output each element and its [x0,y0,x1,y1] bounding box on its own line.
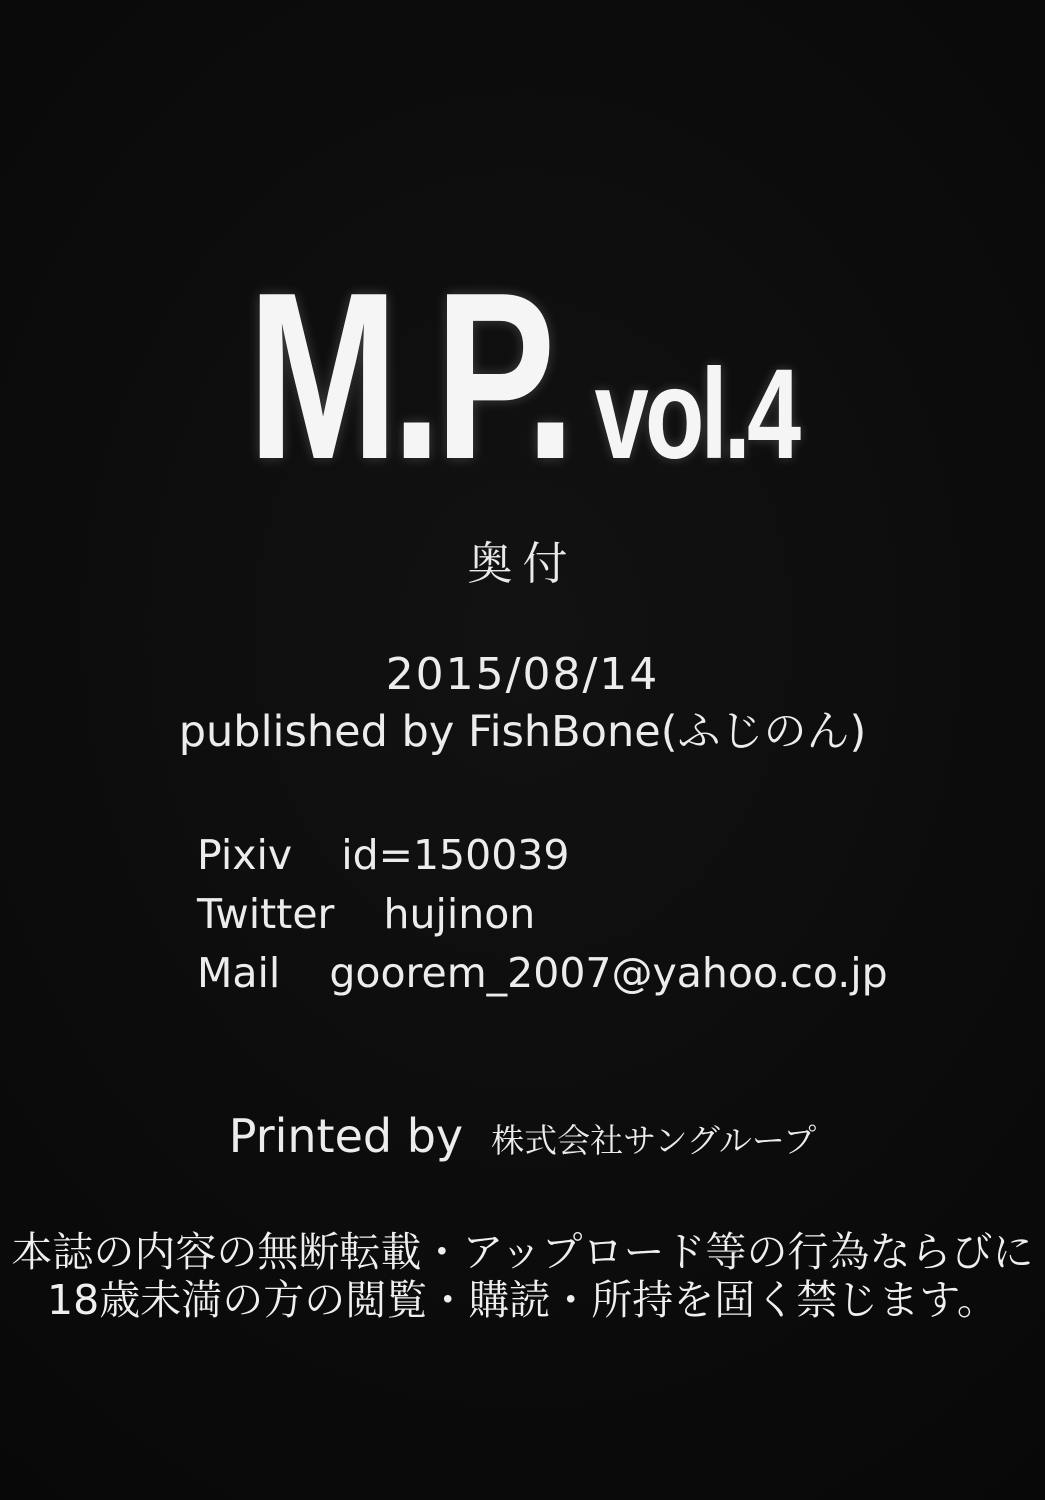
publisher-line: published by FishBone(ふじのん) [178,707,867,757]
disclaimer [0,1228,1045,1325]
disclaimer-line-1: 本誌の内容の無断転載・アップロード等の行為ならびに [11,1228,1034,1276]
title-volume: vol.4 [594,343,798,486]
contact-row-pixiv [197,826,888,885]
doujin-title [125,244,919,509]
contact-row-twitter [197,885,888,944]
mail-address: goorem_2007@yahoo.co.jp [329,949,888,997]
publish-date: 2015/08/14 [385,649,660,700]
title-main: M.P. [247,244,569,509]
printer-line [0,1110,1045,1163]
twitter-label: Twitter [197,890,335,938]
pixiv-label: Pixiv [197,831,293,879]
mail-label: Mail [197,949,281,997]
printed-by-label: Printed by [228,1109,464,1163]
printer-name: 株式会社サングループ [491,1121,817,1160]
contact-row-mail [197,944,888,1003]
colophon-heading: 奥付 [467,537,578,590]
disclaimer-line-2: 18歳未満の方の閲覧・購読・所持を固く禁じます。 [47,1276,998,1325]
twitter-handle: hujinon [383,890,536,938]
contact-list [197,826,888,1003]
pixiv-id: id=150039 [341,831,570,879]
